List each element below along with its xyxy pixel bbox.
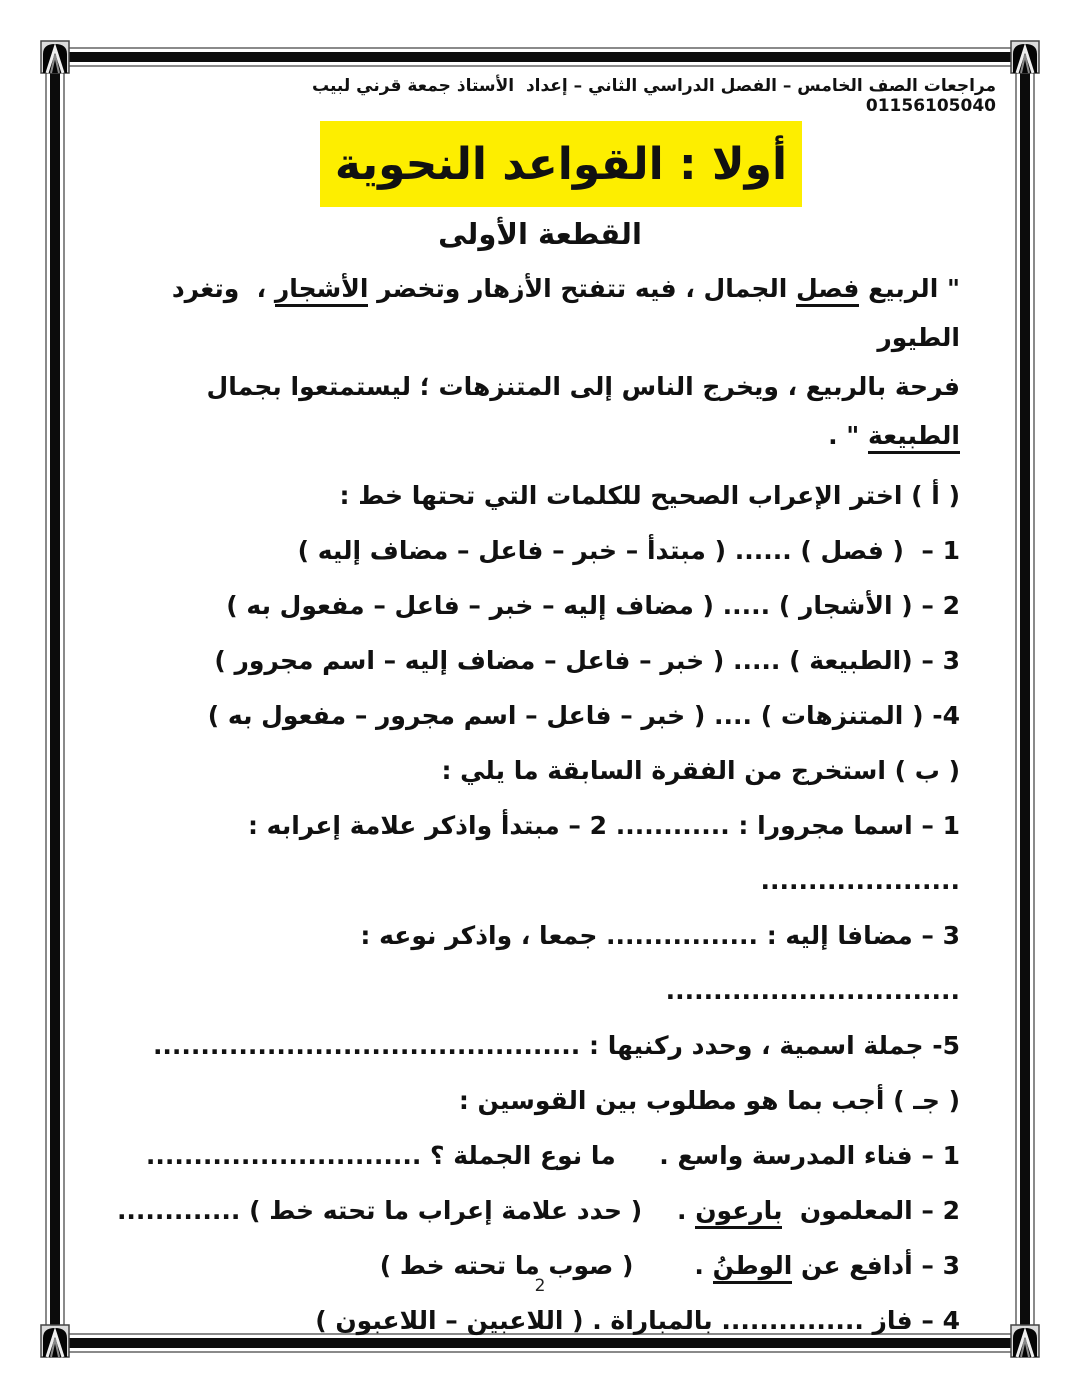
text-segment: الجمال ، فيه تتفتح الأزهار وتخضر xyxy=(368,274,797,303)
text-segment: 3 – أدافع عن xyxy=(792,1251,960,1280)
frame-corner-ornament-icon xyxy=(40,1324,70,1358)
passage-line xyxy=(112,362,960,460)
question-item-a4 xyxy=(112,688,960,743)
text-segment: 2 – ( الأشجار ) ..... ( مضاف إليه – خبر – فاعل – مفعول به ) xyxy=(226,591,960,620)
section-c-heading: ( جـ ) أجب بما هو مطلوب بين القوسين : xyxy=(458,1086,960,1115)
question-item-a3 xyxy=(112,633,960,688)
text-segment: . ( حدد علامة إعراب ما تحته خط ) ............. xyxy=(116,1196,696,1225)
text-segment: . ( صوب ما تحته خط ) xyxy=(379,1251,713,1280)
text-segment: " الربيع xyxy=(859,274,960,303)
section-a-heading: ( أ ) اختر الإعراب الصحيح للكلمات التي تحتها خط : xyxy=(339,481,960,510)
reading-passage xyxy=(112,264,960,460)
underlined-word: بارعون xyxy=(695,1196,782,1229)
page-title-text: أولا : القواعد النحوية xyxy=(334,138,788,190)
question-item-c4 xyxy=(112,1293,960,1348)
section-b-heading: ( ب ) استخرج من الفقرة السابقة ما يلي : xyxy=(441,756,960,785)
frame-corner-ornament-icon xyxy=(40,40,70,74)
page-title xyxy=(320,121,802,207)
frame-right-border xyxy=(1015,70,1035,1338)
underlined-word: الأشجار xyxy=(275,274,369,307)
text-segment: فرحة بالربيع ، ويخرج الناس إلى المتنزهات ؛ ليستمتعوا بجمال xyxy=(197,372,960,401)
text-segment: 1 – فناء المدرسة واسع . ما نوع الجملة ؟ ............................. xyxy=(145,1141,960,1170)
text-segment: 5- جملة اسمية ، وحدد ركنيها : ............................................. xyxy=(152,1031,960,1060)
text-segment: 4- ( المتنزهات ) .... ( خبر – فاعل – اسم مجرور – مفعول به ) xyxy=(207,701,960,730)
frame-corner-ornament-icon xyxy=(1010,40,1040,74)
underlined-word: الطبيعة xyxy=(868,421,960,454)
question-item-a1 xyxy=(112,523,960,578)
passage-line xyxy=(112,264,960,362)
text-segment: 3 – (الطبيعة ) ..... ( خبر – فاعل – مضاف إليه – اسم مجرور ) xyxy=(214,646,960,675)
question-item-c2 xyxy=(112,1183,960,1238)
underlined-word: فصل xyxy=(796,274,859,307)
text-segment: 3 – مضافا إليه : ................ جمعا ، واذكر نوعه : ............................... xyxy=(351,921,960,1005)
passage-subtitle: القطعة الأولى xyxy=(438,217,642,251)
text-segment: 1 – اسما مجرورا : ............ 2 – مبتدأ واذكر علامة إعرابه : ..................... xyxy=(239,811,960,895)
document-header: مراجعات الصف الخامس – الفصل الدراسي الثاني – إعداد الأستاذ جمعة قرني لبيب 01156105040 xyxy=(300,76,996,116)
underlined-word: الوطنُ xyxy=(713,1251,793,1284)
frame-left-border xyxy=(45,70,65,1338)
text-segment: " . xyxy=(828,421,868,450)
question-item-b2 xyxy=(112,908,960,1018)
text-segment: 4 – فاز ............... بالمباراة . ( اللاعبين – اللاعبون ) xyxy=(315,1306,960,1335)
text-segment: 2 – المعلمون xyxy=(782,1196,960,1225)
frame-top-border xyxy=(68,47,1012,67)
question-item-b3 xyxy=(112,1018,960,1073)
text-segment: 1 – ( فصل ) ...... ( مبتدأ – خبر – فاعل – مضاف إليه ) xyxy=(297,536,960,565)
page-number: 2 xyxy=(534,1276,546,1296)
frame-corner-ornament-icon xyxy=(1010,1324,1040,1358)
question-item-b1 xyxy=(112,798,960,908)
question-item-a2 xyxy=(112,578,960,633)
text-segment: ، وتغرد الطيور xyxy=(163,274,960,352)
question-item-c1 xyxy=(112,1128,960,1183)
worksheet-content xyxy=(112,264,960,1348)
